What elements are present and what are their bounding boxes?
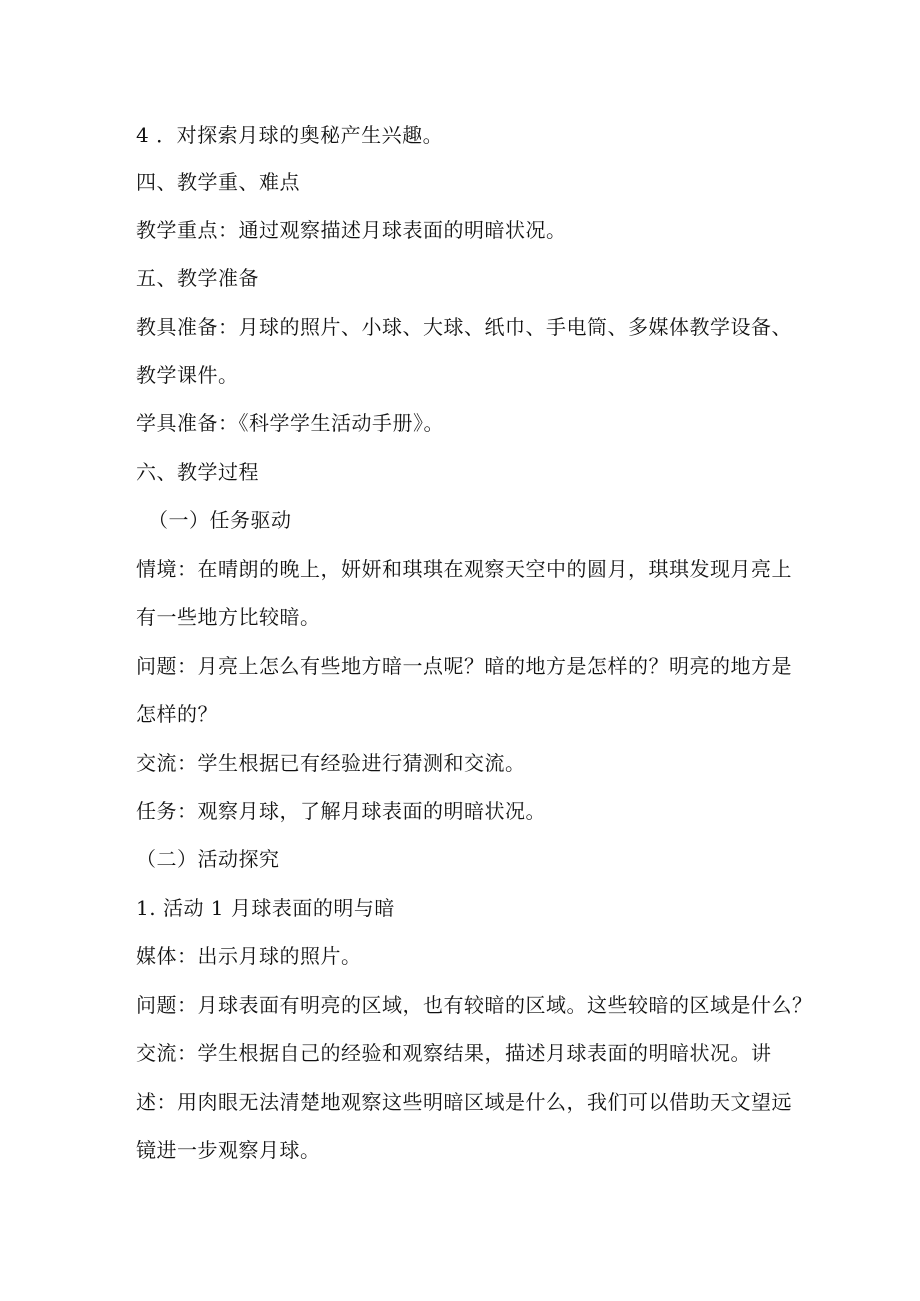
scenario-line2: 有一些地方比较暗。 [136,605,321,629]
activity-exchange-line2: 述：用肉眼无法清楚地观察这些明暗区域是什么，我们可以借助天文望远 [136,1090,792,1114]
activity-question: 问题：月球表面有明亮的区域，也有较暗的区域。这些较暗的区域是什么？ [136,993,813,1017]
subheading-activity-explore: （二）活动探究 [136,847,280,871]
task-text: 任务：观察月球，了解月球表面的明暗状况。 [136,799,546,823]
scenario-line1: 情境：在晴朗的晚上，妍妍和琪琪在观察天空中的圆月，琪琪发现月亮上 [136,557,792,581]
activity-exchange-line3: 镜进一步观察月球。 [136,1138,321,1162]
student-materials: 学具准备：《科学学生活动手册》。 [136,411,444,435]
heading-process: 六、教学过程 [136,460,259,484]
heading-preparation: 五、教学准备 [136,266,259,290]
question-line1: 问题：月亮上怎么有些地方暗一点呢？暗的地方是怎样的？明亮的地方是 [136,654,792,678]
subheading-task-driven: （一）任务驱动 [148,508,292,532]
key-point-text: 教学重点：通过观察描述月球表面的明暗状况。 [136,218,567,242]
teacher-materials-line1: 教具准备：月球的照片、小球、大球、纸巾、手电筒、多媒体教学设备、 [136,315,792,339]
teacher-materials-line2: 教学课件。 [136,363,239,387]
objective-4: 4 ．对探索月球的奥秘产生兴趣。 [136,123,444,147]
exchange-text: 交流：学生根据已有经验进行猜测和交流。 [136,751,526,775]
media-text: 媒体：出示月球的照片。 [136,944,362,968]
heading-key-points: 四、教学重、难点 [136,170,300,194]
question-line2: 怎样的？ [136,702,218,726]
activity-exchange-line1: 交流：学生根据自己的经验和观察结果，描述月球表面的明暗状况。讲 [136,1041,772,1065]
activity-1-title: 1. 活动 1 月球表面的明与暗 [136,896,395,920]
